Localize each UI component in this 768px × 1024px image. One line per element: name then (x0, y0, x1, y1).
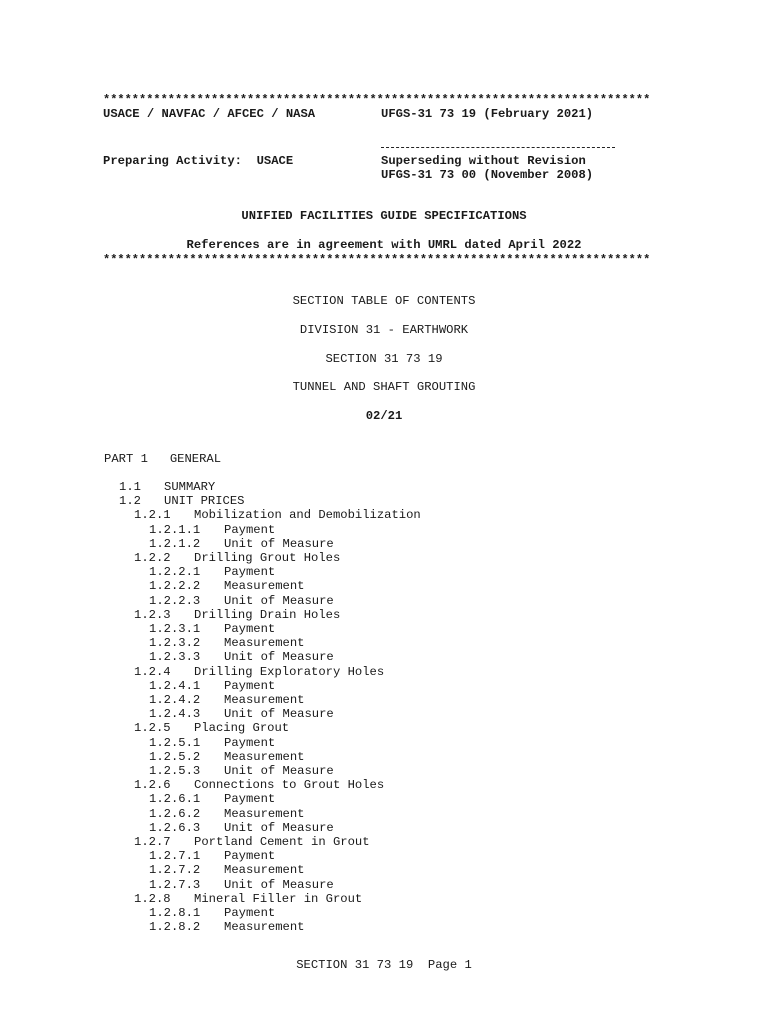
toc-item-number: 1.2.2.2 (149, 579, 201, 594)
references-note: References are in agreement with UMRL dated April 2022 (186, 238, 582, 252)
toc-item-number: 1.2.8.2 (149, 920, 201, 935)
toc-item-number: 1.2 (119, 494, 141, 509)
toc-item-number: 1.2.1.2 (149, 536, 201, 551)
toc-item (134, 721, 289, 735)
toc-item-number: 1.2.2 (134, 551, 171, 565)
toc-item-label: Measurement (224, 806, 305, 821)
toc-item-label: Connections to Grout Holes (194, 778, 385, 793)
toc-item (134, 665, 384, 679)
toc-item-number: 1.1 (119, 480, 141, 494)
toc-item (134, 835, 370, 849)
toc-item-label: Measurement (224, 579, 305, 594)
toc-item-number: 1.2.6 (134, 778, 171, 793)
toc-item-number: 1.2.6.3 (149, 820, 201, 835)
toc-item-label: Unit of Measure (224, 820, 334, 835)
toc-item (149, 693, 304, 707)
toc-item-label: UNIT PRICES (164, 494, 245, 509)
toc-item (149, 622, 275, 636)
toc-item-number: 1.2.1.1 (149, 522, 201, 537)
document-title: UNIFIED FACILITIES GUIDE SPECIFICATIONS (241, 209, 527, 223)
toc-item-label: Unit of Measure (224, 764, 334, 778)
toc-item (149, 707, 334, 721)
toc-item-number: 1.2.4.1 (149, 678, 201, 693)
toc-item-label: Measurement (224, 863, 305, 878)
toc-item-number: 1.2.3.1 (149, 622, 201, 636)
toc-item-number: 1.2.7.2 (149, 863, 201, 878)
toc-item (134, 608, 340, 622)
toc-item-label: Drilling Grout Holes (194, 551, 341, 565)
toc-item-label: Payment (224, 792, 276, 807)
toc-item (149, 736, 275, 750)
preparing-activity: Preparing Activity: USACE (103, 154, 294, 168)
toc-item-number: 1.2.7.1 (149, 849, 201, 864)
toc-item (134, 551, 340, 565)
dashed-separator (381, 147, 615, 148)
toc-item (149, 750, 304, 764)
part-heading: PART 1 GENERAL (104, 452, 222, 466)
toc-item-label: SUMMARY (164, 480, 216, 494)
superseding-note: Superseding without Revision (381, 154, 586, 168)
toc-item-number: 1.2.2.1 (149, 565, 201, 580)
toc-item (149, 679, 275, 693)
toc-item-label: Drilling Drain Holes (194, 607, 341, 622)
toc-item (149, 636, 304, 650)
toc-item-number: 1.2.5.3 (149, 764, 201, 778)
toc-item-number: 1.2.5.1 (149, 735, 201, 750)
toc-item (134, 508, 421, 522)
toc-item-number: 1.2.5 (134, 721, 171, 736)
toc-item-number: 1.2.4 (134, 664, 171, 679)
toc-item-number: 1.2.3 (134, 607, 171, 622)
toc-item-label: Portland Cement in Grout (194, 835, 370, 849)
asterisk-rule-bottom: **************************************************************************** (103, 254, 651, 266)
toc-item-number: 1.2.2.3 (149, 593, 201, 608)
toc-item-label: Measurement (224, 920, 305, 935)
toc-item-label: Payment (224, 565, 276, 580)
toc-item (149, 764, 334, 778)
toc-item (149, 594, 334, 608)
toc-item (149, 849, 275, 863)
toc-item-label: Payment (224, 906, 276, 920)
toc-item-label: Placing Grout (194, 721, 290, 736)
section-title: TUNNEL AND SHAFT GROUTING (292, 380, 476, 394)
toc-item-label: Unit of Measure (224, 593, 334, 608)
toc-item-number: 1.2.5.2 (149, 749, 201, 764)
toc-item-number: 1.2.8 (134, 891, 171, 906)
toc-item (134, 778, 384, 792)
toc-item-number: 1.2.3.2 (149, 636, 201, 651)
toc-item-label: Measurement (224, 749, 305, 764)
toc-item-label: Unit of Measure (224, 877, 334, 892)
superseded-ufgs: UFGS-31 73 00 (November 2008) (381, 168, 594, 182)
toc-item (149, 523, 275, 537)
toc-item-label: Measurement (224, 693, 305, 707)
page-footer: SECTION 31 73 19 Page 1 (296, 958, 472, 972)
toc-item-label: Unit of Measure (224, 650, 334, 665)
toc-item-label: Unit of Measure (224, 536, 334, 551)
toc-item-number: 1.2.8.1 (149, 906, 201, 920)
ufgs-number: UFGS-31 73 19 (February 2021) (381, 107, 594, 121)
toc-item-number: 1.2.4.2 (149, 693, 201, 707)
toc-item-number: 1.2.7.3 (149, 877, 201, 892)
toc-item-number: 1.2.1 (134, 508, 171, 523)
toc-item-label: Payment (224, 678, 276, 693)
toc-item-label: Payment (224, 849, 276, 864)
toc-item-label: Mobilization and Demobilization (194, 508, 421, 523)
toc-item-label: Unit of Measure (224, 707, 334, 722)
toc-item (149, 537, 334, 551)
toc-item-label: Payment (224, 735, 276, 750)
toc-item-label: Payment (224, 522, 276, 537)
toc-item-label: Drilling Exploratory Holes (194, 664, 385, 679)
section-heading: SECTION 31 73 19 (325, 352, 443, 366)
asterisk-rule-top: **************************************************************************** (103, 94, 651, 106)
toc-item-number: 1.2.7 (134, 835, 171, 849)
toc-item-number: 1.2.3.3 (149, 650, 201, 665)
section-date: 02/21 (365, 409, 403, 423)
toc-item (149, 807, 304, 821)
toc-item-label: Mineral Filler in Grout (194, 891, 363, 906)
toc-item-number: 1.2.6.2 (149, 806, 201, 821)
toc-item-label: Payment (224, 622, 276, 636)
toc-item-label: Measurement (224, 636, 305, 651)
toc-item-number: 1.2.4.3 (149, 707, 201, 722)
toc-item (149, 650, 334, 664)
toc-item (119, 494, 244, 508)
toc-item (119, 480, 215, 494)
division-heading: DIVISION 31 - EARTHWORK (299, 323, 469, 337)
toc-heading: SECTION TABLE OF CONTENTS (292, 294, 476, 308)
toc-item (149, 920, 304, 934)
toc-item (149, 878, 334, 892)
toc-item-number: 1.2.6.1 (149, 792, 201, 807)
toc-item (149, 863, 304, 877)
toc-item (149, 792, 275, 806)
toc-item (134, 892, 362, 906)
toc-item (149, 565, 275, 579)
toc-item (149, 821, 334, 835)
toc-item (149, 579, 304, 593)
toc-item (149, 906, 275, 920)
agencies-label: USACE / NAVFAC / AFCEC / NASA (103, 107, 316, 121)
